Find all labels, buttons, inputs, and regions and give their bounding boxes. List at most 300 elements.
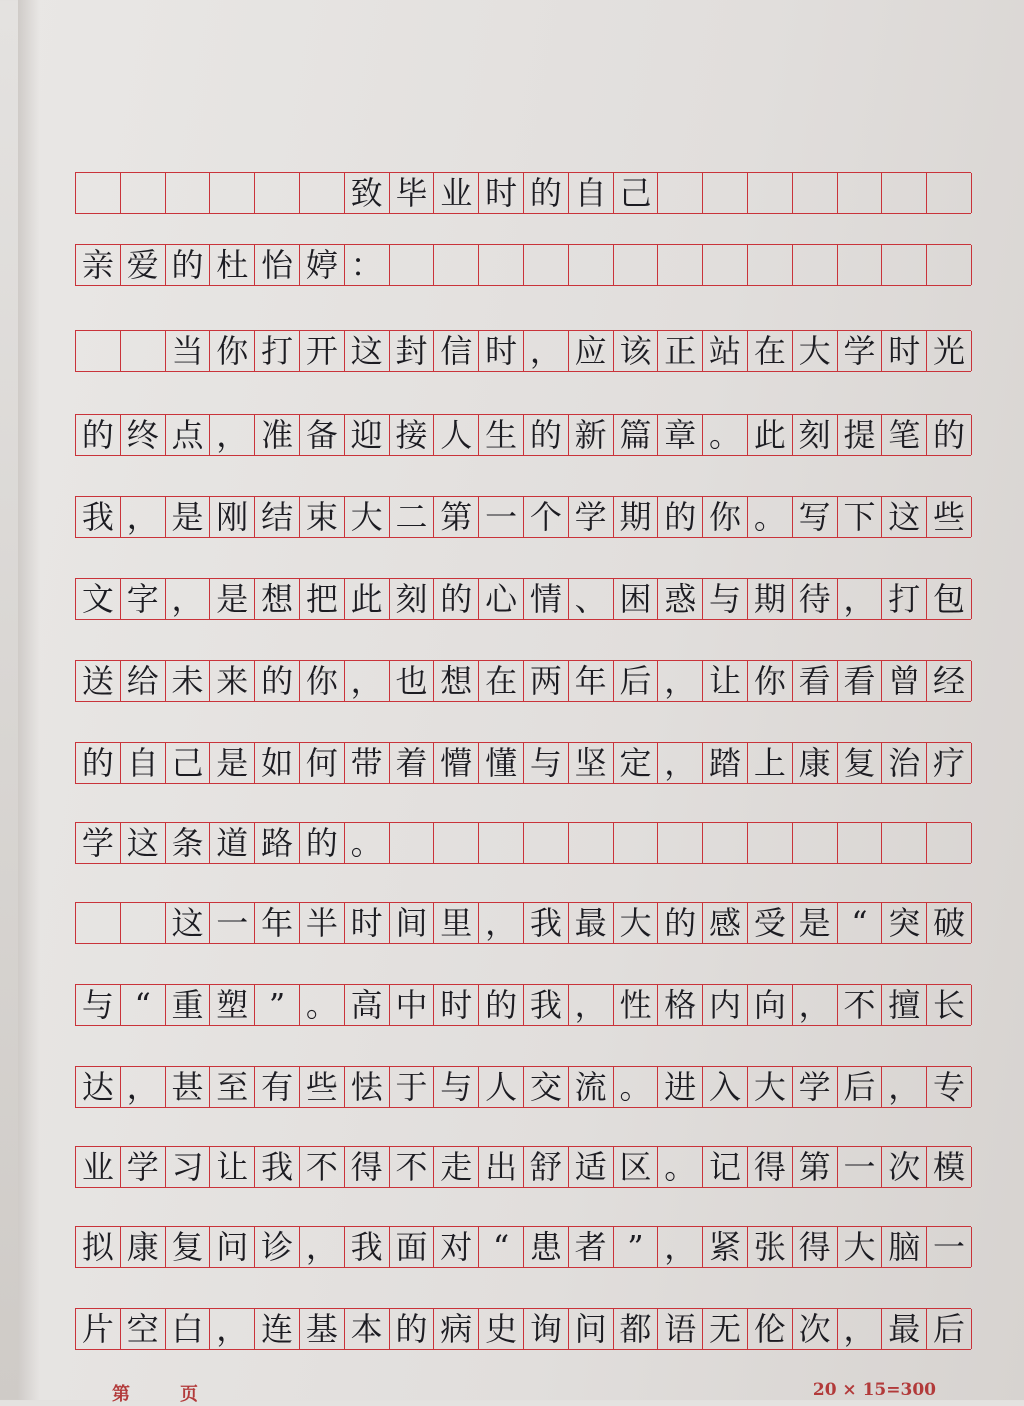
grid-cell: [703, 823, 748, 863]
grid-cell: 专: [927, 1067, 972, 1107]
grid-cell: 。: [703, 415, 748, 455]
grid-cell: 杜: [210, 245, 255, 285]
grid-cell: 第: [434, 497, 479, 537]
grid-cell: ，: [838, 1309, 883, 1349]
grid-cell: 复: [838, 743, 883, 783]
grid-cell: [390, 245, 435, 285]
grid-row: [75, 984, 971, 1026]
grid-cell: 你: [300, 661, 345, 701]
grid-cell: 打: [255, 331, 300, 371]
grid-cell: 与: [524, 743, 569, 783]
grid-cell: ，: [658, 743, 703, 783]
grid-cell: 。: [614, 1067, 659, 1107]
grid-cell: 你: [210, 331, 255, 371]
grid-cell: [658, 173, 703, 213]
grid-cell: 面: [390, 1227, 435, 1267]
grid-cell: 得: [748, 1147, 793, 1187]
grid-cell: ，: [658, 661, 703, 701]
grid-cell: 婷: [300, 245, 345, 285]
grid-cell: 条: [166, 823, 211, 863]
grid-cell: 向: [748, 985, 793, 1025]
grid-cell: 此: [345, 579, 390, 619]
grid-cell: 间: [390, 903, 435, 943]
grid-cell: 模: [927, 1147, 972, 1187]
grid-cell: 困: [614, 579, 659, 619]
grid-cell: 致: [345, 173, 390, 213]
grid-cell: 是: [210, 743, 255, 783]
grid-cell: 白: [166, 1309, 211, 1349]
grid-cell: 自: [569, 173, 614, 213]
grid-cell: 第: [793, 1147, 838, 1187]
grid-cell: 的: [479, 985, 524, 1025]
grid-cell: 在: [479, 661, 524, 701]
grid-cell: 如: [255, 743, 300, 783]
grid-cell: 时: [479, 331, 524, 371]
grid-cell: 这: [345, 331, 390, 371]
grid-cell: 与: [76, 985, 121, 1025]
grid-cell: 的: [76, 743, 121, 783]
grid-cell: 习: [166, 1147, 211, 1187]
grid-cell: [255, 173, 300, 213]
grid-cell: 的: [300, 823, 345, 863]
grid-cell: 生: [479, 415, 524, 455]
grid-cell: 己: [166, 743, 211, 783]
grid-cell: [748, 823, 793, 863]
grid-cell: 一: [479, 497, 524, 537]
grid-cell: ，: [345, 661, 390, 701]
grid-cell: ，: [121, 1067, 166, 1107]
grid-cell: 一: [838, 1147, 883, 1187]
grid-cell: 人: [434, 415, 479, 455]
grid-cell: 性: [614, 985, 659, 1025]
grid-cell: 询: [524, 1309, 569, 1349]
grid-cell: ，: [300, 1227, 345, 1267]
grid-cell: 时: [345, 903, 390, 943]
grid-cell: 的: [658, 497, 703, 537]
grid-cell: 看: [793, 661, 838, 701]
grid-cell: 不: [300, 1147, 345, 1187]
grid-cell: 的: [390, 1309, 435, 1349]
grid-cell: 空: [121, 1309, 166, 1349]
grid-cell: 伦: [748, 1309, 793, 1349]
page-number-label: 第页: [112, 1384, 248, 1405]
grid-cell: 让: [210, 1147, 255, 1187]
grid-cell: [793, 245, 838, 285]
grid-cell: 半: [300, 903, 345, 943]
grid-cell: ，: [210, 415, 255, 455]
grid-cell: 曾: [882, 661, 927, 701]
grid-cell: [793, 173, 838, 213]
grid-cell: 破: [927, 903, 972, 943]
grid-cell: 给: [121, 661, 166, 701]
grid-cell: [658, 245, 703, 285]
grid-cell: 业: [434, 173, 479, 213]
grid-cell: 在: [748, 331, 793, 371]
grid-cell: 新: [569, 415, 614, 455]
grid-cell: 感: [703, 903, 748, 943]
grid-cell: 的: [524, 173, 569, 213]
grid-cell: [838, 823, 883, 863]
grid-cell: [703, 245, 748, 285]
grid-cell: 脑: [882, 1227, 927, 1267]
grid-cell: 最: [569, 903, 614, 943]
grid-cell: 站: [703, 331, 748, 371]
grid-cell: 大: [748, 1067, 793, 1107]
grid-cell: [121, 173, 166, 213]
grid-row: [75, 578, 971, 620]
grid-cell: 。: [748, 497, 793, 537]
grid-cell: 区: [614, 1147, 659, 1187]
grid-cell: 得: [793, 1227, 838, 1267]
grid-cell: 的: [255, 661, 300, 701]
grid-row: [75, 172, 971, 214]
grid-cell: 当: [166, 331, 211, 371]
grid-cell: 患: [524, 1227, 569, 1267]
grid-cell: 次: [882, 1147, 927, 1187]
grid-cell: 紧: [703, 1227, 748, 1267]
grid-cell: 格: [658, 985, 703, 1025]
grid-cell: 、: [569, 579, 614, 619]
grid-cell: 无: [703, 1309, 748, 1349]
grid-cell: 备: [300, 415, 345, 455]
grid-cell: 道: [210, 823, 255, 863]
grid-cell: 与: [434, 1067, 479, 1107]
grid-cell: 情: [524, 579, 569, 619]
grid-cell: 语: [658, 1309, 703, 1349]
grid-cell: 受: [748, 903, 793, 943]
grid-cell: 重: [166, 985, 211, 1025]
grid-row: [75, 244, 971, 286]
grid-row: [75, 1226, 971, 1268]
grid-cell: 张: [748, 1227, 793, 1267]
grid-cell: 带: [345, 743, 390, 783]
grid-cell: [614, 823, 659, 863]
grid-cell: [434, 823, 479, 863]
grid-cell: 史: [479, 1309, 524, 1349]
grid-cell: 二: [390, 497, 435, 537]
grid-cell: “: [121, 985, 166, 1025]
grid-cell: 也: [390, 661, 435, 701]
grid-cell: 未: [166, 661, 211, 701]
grid-cell: 的: [927, 415, 972, 455]
grid-cell: 接: [390, 415, 435, 455]
grid-cell: 期: [614, 497, 659, 537]
grid-row: [75, 330, 971, 372]
grid-cell: 一: [927, 1227, 972, 1267]
grid-cell: 封: [390, 331, 435, 371]
grid-cell: 惑: [658, 579, 703, 619]
grid-cell: [614, 245, 659, 285]
grid-cell: 这: [121, 823, 166, 863]
grid-cell: 达: [76, 1067, 121, 1107]
grid-cell: 大: [345, 497, 390, 537]
grid-cell: 着: [390, 743, 435, 783]
grid-cell: ，: [838, 579, 883, 619]
grid-cell: ，: [166, 579, 211, 619]
grid-cell: ，: [479, 903, 524, 943]
grid-cell: 是: [166, 497, 211, 537]
grid-cell: [927, 823, 972, 863]
grid-cell: ，: [658, 1227, 703, 1267]
grid-cell: 迎: [345, 415, 390, 455]
grid-cell: 学: [121, 1147, 166, 1187]
grid-cell: 你: [703, 497, 748, 537]
grid-cell: 不: [838, 985, 883, 1025]
grid-cell: [76, 903, 121, 943]
grid-cell: ，: [524, 331, 569, 371]
grid-cell: 后: [927, 1309, 972, 1349]
grid-cell: [927, 173, 972, 213]
grid-cell: 何: [300, 743, 345, 783]
grid-cell: 有: [255, 1067, 300, 1107]
grid-cell: 业: [76, 1147, 121, 1187]
grid-cell: 大: [838, 1227, 883, 1267]
grid-cell: [882, 173, 927, 213]
grid-cell: [479, 823, 524, 863]
grid-cell: 后: [838, 1067, 883, 1107]
grid-cell: 学: [838, 331, 883, 371]
grid-cell: 定: [614, 743, 659, 783]
grid-cell: [748, 173, 793, 213]
grid-size-label: 20 × 15=300: [812, 1380, 936, 1400]
grid-cell: ，: [569, 985, 614, 1025]
grid-cell: 者: [569, 1227, 614, 1267]
grid-cell: 康: [793, 743, 838, 783]
grid-cell: 进: [658, 1067, 703, 1107]
grid-cell: 毕: [390, 173, 435, 213]
grid-cell: 里: [434, 903, 479, 943]
grid-cell: 次: [793, 1309, 838, 1349]
grid-cell: 得: [345, 1147, 390, 1187]
grid-cell: 塑: [210, 985, 255, 1025]
grid-cell: 。: [300, 985, 345, 1025]
grid-cell: 写: [793, 497, 838, 537]
grid-cell: 刻: [793, 415, 838, 455]
grid-cell: 束: [300, 497, 345, 537]
grid-cell: 亲: [76, 245, 121, 285]
grid-cell: 治: [882, 743, 927, 783]
grid-row: [75, 822, 971, 864]
grid-cell: 交: [524, 1067, 569, 1107]
grid-cell: 待: [793, 579, 838, 619]
grid-cell: 疗: [927, 743, 972, 783]
grid-cell: 己: [614, 173, 659, 213]
grid-cell: 些: [300, 1067, 345, 1107]
grid-cell: 期: [748, 579, 793, 619]
grid-cell: ，: [793, 985, 838, 1025]
grid-cell: [569, 245, 614, 285]
grid-cell: 下: [838, 497, 883, 537]
grid-cell: [479, 245, 524, 285]
grid-cell: 此: [748, 415, 793, 455]
grid-cell: 大: [614, 903, 659, 943]
grid-cell: ，: [210, 1309, 255, 1349]
grid-cell: 至: [210, 1067, 255, 1107]
grid-row: [75, 742, 971, 784]
grid-cell: 时: [434, 985, 479, 1025]
grid-cell: 连: [255, 1309, 300, 1349]
grid-cell: 流: [569, 1067, 614, 1107]
grid-cell: 拟: [76, 1227, 121, 1267]
grid-cell: 坚: [569, 743, 614, 783]
grid-cell: 应: [569, 331, 614, 371]
grid-cell: 后: [614, 661, 659, 701]
grid-cell: 学: [793, 1067, 838, 1107]
grid-cell: 复: [166, 1227, 211, 1267]
grid-cell: 病: [434, 1309, 479, 1349]
grid-cell: 甚: [166, 1067, 211, 1107]
grid-cell: 是: [210, 579, 255, 619]
grid-cell: 学: [76, 823, 121, 863]
grid-cell: [569, 823, 614, 863]
grid-cell: 的: [76, 415, 121, 455]
grid-cell: 。: [658, 1147, 703, 1187]
grid-cell: 年: [255, 903, 300, 943]
grid-cell: [121, 331, 166, 371]
grid-cell: [793, 823, 838, 863]
grid-cell: 我: [524, 985, 569, 1025]
grid-cell: 怯: [345, 1067, 390, 1107]
grid-cell: 时: [479, 173, 524, 213]
grid-cell: 出: [479, 1147, 524, 1187]
grid-cell: 片: [76, 1309, 121, 1349]
grid-cell: ：: [345, 245, 390, 285]
grid-cell: 一: [210, 903, 255, 943]
grid-cell: 怡: [255, 245, 300, 285]
grid-cell: [927, 245, 972, 285]
grid-cell: 我: [524, 903, 569, 943]
grid-cell: 我: [345, 1227, 390, 1267]
grid-cell: 你: [748, 661, 793, 701]
grid-cell: ，: [882, 1067, 927, 1107]
grid-cell: 两: [524, 661, 569, 701]
grid-cell: 送: [76, 661, 121, 701]
grid-cell: 不: [390, 1147, 435, 1187]
grid-row: [75, 660, 971, 702]
grid-cell: 篇: [614, 415, 659, 455]
grid-cell: 信: [434, 331, 479, 371]
grid-cell: 长: [927, 985, 972, 1025]
grid-cell: 舒: [524, 1147, 569, 1187]
grid-cell: 这: [166, 903, 211, 943]
grid-cell: 爱: [121, 245, 166, 285]
grid-cell: 年: [569, 661, 614, 701]
grid-cell: 人: [479, 1067, 524, 1107]
grid-cell: 该: [614, 331, 659, 371]
grid-cell: 入: [703, 1067, 748, 1107]
grid-cell: “: [479, 1227, 524, 1267]
grid-cell: 最: [882, 1309, 927, 1349]
grid-cell: 个: [524, 497, 569, 537]
grid-cell: [748, 245, 793, 285]
grid-cell: 想: [434, 661, 479, 701]
grid-cell: [838, 173, 883, 213]
grid-cell: 懂: [479, 743, 524, 783]
grid-cell: 内: [703, 985, 748, 1025]
grid-cell: [121, 903, 166, 943]
grid-row: [75, 1308, 971, 1350]
grid-row: [75, 1146, 971, 1188]
grid-cell: 适: [569, 1147, 614, 1187]
grid-cell: 正: [658, 331, 703, 371]
grid-cell: 懵: [434, 743, 479, 783]
grid-cell: [882, 245, 927, 285]
grid-cell: 擅: [882, 985, 927, 1025]
grid-cell: 的: [434, 579, 479, 619]
grid-cell: “: [838, 903, 883, 943]
grid-cell: [76, 173, 121, 213]
grid-cell: 笔: [882, 415, 927, 455]
grid-cell: 刚: [210, 497, 255, 537]
grid-cell: [300, 173, 345, 213]
grid-cell: [882, 823, 927, 863]
grid-cell: 心: [479, 579, 524, 619]
grid-row: [75, 414, 971, 456]
grid-cell: 高: [345, 985, 390, 1025]
grid-cell: [658, 823, 703, 863]
grid-cell: 的: [658, 903, 703, 943]
grid-cell: 我: [255, 1147, 300, 1187]
grid-cell: 看: [838, 661, 883, 701]
grid-cell: 上: [748, 743, 793, 783]
grid-cell: 准: [255, 415, 300, 455]
grid-cell: 路: [255, 823, 300, 863]
grid-cell: 问: [210, 1227, 255, 1267]
grid-cell: 的: [166, 245, 211, 285]
grid-cell: 开: [300, 331, 345, 371]
grid-row: [75, 496, 971, 538]
grid-cell: [524, 823, 569, 863]
grid-row: [75, 902, 971, 944]
grid-cell: 记: [703, 1147, 748, 1187]
grid-cell: 包: [927, 579, 972, 619]
grid-cell: 经: [927, 661, 972, 701]
grid-cell: ”: [614, 1227, 659, 1267]
grid-cell: 本: [345, 1309, 390, 1349]
grid-cell: [210, 173, 255, 213]
grid-cell: 是: [793, 903, 838, 943]
grid-cell: [166, 173, 211, 213]
grid-cell: 中: [390, 985, 435, 1025]
grid-cell: 的: [524, 415, 569, 455]
grid-cell: [390, 823, 435, 863]
grid-cell: 时: [882, 331, 927, 371]
grid-cell: 把: [300, 579, 345, 619]
grid-cell: 些: [927, 497, 972, 537]
grid-cell: 于: [390, 1067, 435, 1107]
grid-cell: 。: [345, 823, 390, 863]
grid-cell: 终: [121, 415, 166, 455]
grid-cell: 都: [614, 1309, 659, 1349]
grid-cell: ”: [255, 985, 300, 1025]
grid-cell: 打: [882, 579, 927, 619]
grid-cell: 大: [793, 331, 838, 371]
grid-cell: 提: [838, 415, 883, 455]
grid-cell: 问: [569, 1309, 614, 1349]
grid-cell: 与: [703, 579, 748, 619]
grid-cell: [524, 245, 569, 285]
grid-cell: ，: [121, 497, 166, 537]
grid-cell: 康: [121, 1227, 166, 1267]
grid-cell: [434, 245, 479, 285]
grid-cell: 结: [255, 497, 300, 537]
grid-cell: 自: [121, 743, 166, 783]
grid-cell: 突: [882, 903, 927, 943]
grid-cell: 对: [434, 1227, 479, 1267]
grid-cell: 光: [927, 331, 972, 371]
grid-cell: [838, 245, 883, 285]
grid-cell: 文: [76, 579, 121, 619]
